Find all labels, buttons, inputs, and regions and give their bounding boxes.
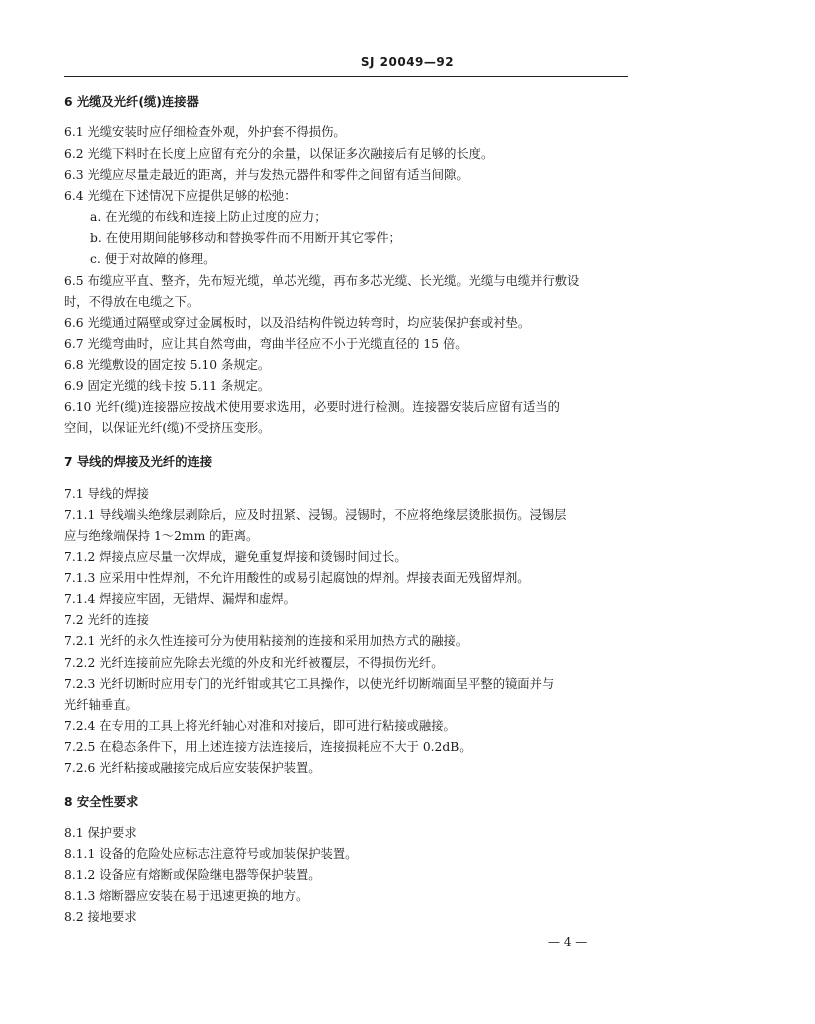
- section-7-heading: 7 导线的焊接及光纤的连接: [64, 455, 213, 469]
- clause-6-4-b: b. 在使用期间能够移动和替换零件而不用断开其它零件；: [90, 231, 401, 245]
- clause-6-4: 6.4 光缆在下述情况下应提供足够的松弛：: [64, 189, 297, 203]
- clause-6-5: 6.5 布缆应平直、整齐，先布短光缆，单芯光缆，再布多芯光缆、长光缆。光缆与电缆并行敷设: [64, 274, 580, 288]
- clause-7-2-2: 7.2.2 光纤连接前应先除去光缆的外皮和光纤被覆层，不得损伤光纤。: [64, 656, 444, 670]
- clause-7-1-4: 7.1.4 焊接应牢固，无错焊、漏焊和虚焊。: [64, 592, 296, 606]
- clause-6-10-cont: 空间，以保证光纤(缆)不受挤压变形。: [64, 421, 271, 435]
- clause-6-4-c: c. 便于对故障的修理。: [90, 252, 216, 266]
- clause-8-1-2: 8.1.2 设备应有熔断或保险继电器等保护装置。: [64, 868, 321, 882]
- clause-7-2-6: 7.2.6 光纤粘接或融接完成后应安装保护装置。: [64, 761, 321, 775]
- clause-6-9: 6.9 固定光缆的线卡按 5.11 条规定。: [64, 379, 271, 393]
- page-number: — 4 —: [548, 935, 588, 949]
- clause-6-3: 6.3 光缆应尽量走最近的距离，并与发热元器件和零件之间留有适当间隙。: [64, 168, 469, 182]
- clause-7-2-3-cont: 光纤轴垂直。: [64, 698, 138, 712]
- clause-8-1-3: 8.1.3 熔断器应安装在易于迅速更换的地方。: [64, 889, 309, 903]
- section-6-heading: 6 光缆及光纤(缆)连接器: [64, 95, 199, 109]
- clause-6-4-a: a. 在光缆的布线和连接上防止过度的应力；: [90, 210, 327, 224]
- clause-7-1-3: 7.1.3 应采用中性焊剂，不允许用酸性的或易引起腐蚀的焊剂。焊接表面无残留焊剂。: [64, 571, 530, 585]
- clause-6-6: 6.6 光缆通过隔壁或穿过金属板时，以及沿结构件锐边转弯时，均应装保护套或衬垫。: [64, 316, 531, 330]
- section-8-heading: 8 安全性要求: [64, 795, 139, 809]
- clause-7-2-1: 7.2.1 光纤的永久性连接可分为使用粘接剂的连接和采用加热方式的融接。: [64, 634, 469, 648]
- clause-7-1-1: 7.1.1 导线端头绝缘层剥除后，应及时扭紧、浸锡。浸锡时，不应将绝缘层烫胀损伤。浸锡层: [64, 508, 567, 522]
- clause-6-8: 6.8 光缆敷设的固定按 5.10 条规定。: [64, 358, 271, 372]
- clause-7-2: 7.2 光纤的连接: [64, 613, 149, 627]
- clause-7-2-3: 7.2.3 光纤切断时应用专门的光纤钳或其它工具操作，以使光纤切断端面呈平整的镜面并与: [64, 677, 555, 691]
- clause-7-1: 7.1 导线的焊接: [64, 487, 149, 501]
- clause-8-2: 8.2 接地要求: [64, 910, 137, 924]
- clause-6-1: 6.1 光缆安装时应仔细检查外观，外护套不得损伤。: [64, 125, 346, 139]
- clause-7-1-1-cont: 应与绝缘端保持 1～2mm 的距离。: [64, 529, 259, 543]
- clause-7-1-2: 7.1.2 焊接点应尽量一次焊成，避免重复焊接和烫锡时间过长。: [64, 550, 407, 564]
- clause-8-1-1: 8.1.1 设备的危险处应标志注意符号或加装保护装置。: [64, 847, 358, 861]
- clause-6-7: 6.7 光缆弯曲时，应让其自然弯曲，弯曲半径应不小于光缆直径的 15 倍。: [64, 337, 468, 351]
- clause-8-1: 8.1 保护要求: [64, 826, 137, 840]
- header-rule: [64, 76, 628, 77]
- clause-7-2-4: 7.2.4 在专用的工具上将光纤轴心对准和对接后，即可进行粘接或融接。: [64, 719, 456, 733]
- clause-7-2-5: 7.2.5 在稳态条件下，用上述连接方法连接后，连接损耗应不大于 0.2dB。: [64, 740, 472, 754]
- clause-6-2: 6.2 光缆下料时在长度上应留有充分的余量，以保证多次融接后有足够的长度。: [64, 147, 494, 161]
- document-code-header: SJ 20049—92: [360, 55, 455, 69]
- clause-6-5-cont: 时，不得放在电缆之下。: [64, 295, 200, 309]
- clause-6-10: 6.10 光纤(缆)连接器应按战术使用要求选用，必要时进行检测。连接器安装后应留有适当的: [64, 400, 560, 414]
